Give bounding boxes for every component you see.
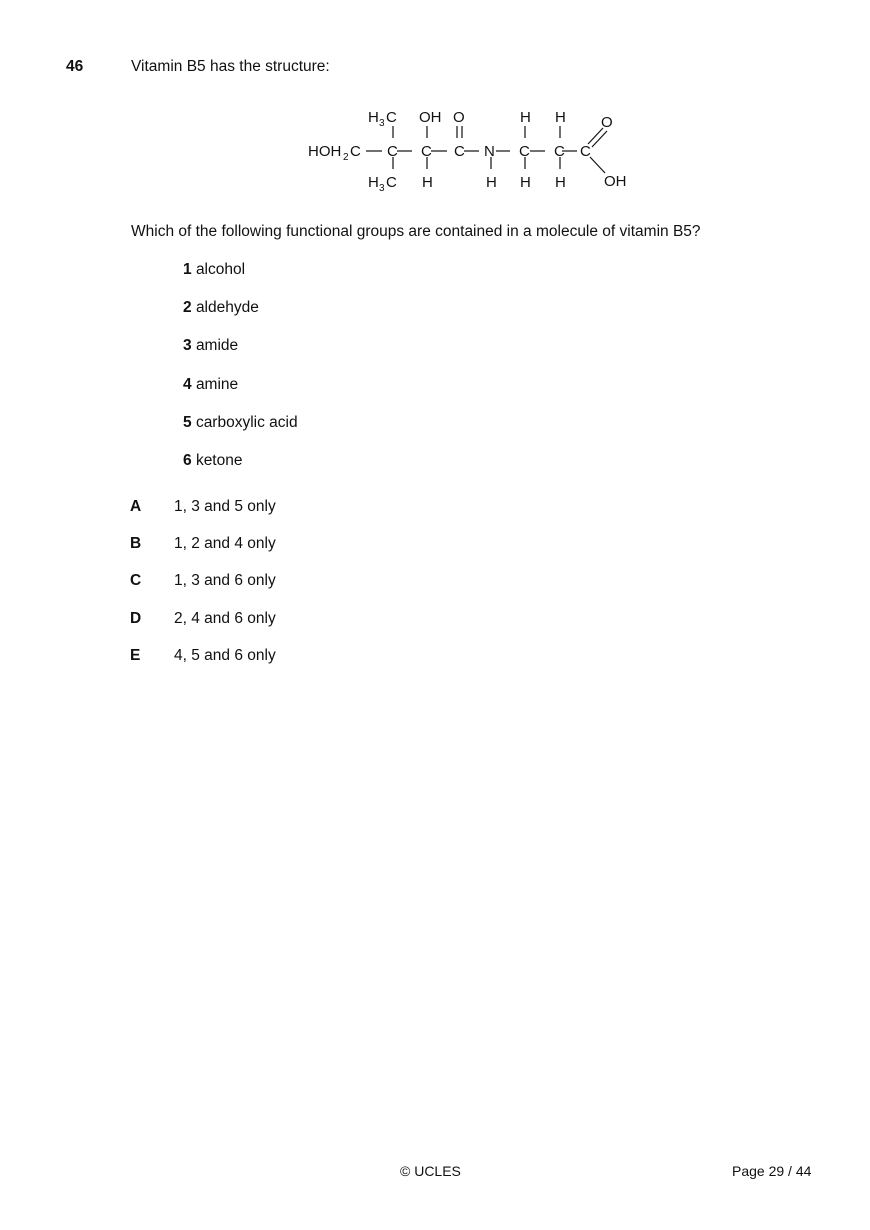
h3c-bot-sub: 3 [379,183,385,194]
question-number: 46 [66,58,84,75]
footer-copyright: © UCLES [400,1163,461,1179]
list-item [183,299,259,317]
option-text: amine [195,376,239,393]
answer-letter-d[interactable]: D [130,610,142,627]
answer-letter-a[interactable]: A [130,498,142,515]
hoh2c-hoh: HOH [308,143,342,160]
oh-acid: OH [604,173,627,190]
answer-text-c[interactable]: 1, 3 and 6 only [174,572,276,589]
question-intro: Vitamin B5 has the structure: [131,58,330,75]
c1: C [387,143,398,160]
hoh2c-sub: 2 [343,152,349,163]
option-text: carboxylic acid [195,414,298,431]
h3c-bot-h: H [368,174,379,191]
c3: C [454,143,465,160]
h3c-top-sub: 3 [379,118,385,129]
list-item [183,376,238,394]
list-item [183,414,298,432]
hoh2c-c: C [350,143,361,160]
h3c-top-h: H [368,109,379,126]
answer-letter-e[interactable]: E [130,647,141,664]
h-bot-2: H [486,174,497,191]
o-top: O [453,109,465,126]
option-number: 2 [183,299,192,316]
h-bot-3: H [520,174,531,191]
vitamin-b5-structure [300,100,640,195]
h-bot-1: H [422,174,433,191]
h3c-bot-c: C [386,174,397,191]
list-item [183,337,238,355]
o-acid: O [601,114,613,131]
c6: C [580,143,591,160]
list-item [183,452,242,470]
c4: C [519,143,530,160]
option-number: 5 [183,414,192,431]
answer-letter-b[interactable]: B [130,535,142,552]
option-number: 4 [183,376,192,393]
answer-text-e[interactable]: 4, 5 and 6 only [174,647,276,664]
h-top-1: H [520,109,531,126]
h3c-top-c: C [386,109,397,126]
option-number: 6 [183,452,192,469]
option-text: aldehyde [195,299,259,316]
oh-top: OH [419,109,442,126]
answer-text-a[interactable]: 1, 3 and 5 only [174,498,276,515]
answer-letter-c[interactable]: C [130,572,142,589]
option-number: 3 [183,337,192,354]
option-text: amide [195,337,239,354]
c2: C [421,143,432,160]
n-atom: N [484,143,495,160]
question-prompt: Which of the following functional groups are contained in a molecule of vitamin B5? [131,223,701,240]
h-top-2: H [555,109,566,126]
option-number: 1 [183,261,192,278]
c5: C [554,143,565,160]
footer-page-number: Page 29 / 44 [732,1163,812,1179]
answer-text-b[interactable]: 1, 2 and 4 only [174,535,276,552]
answer-text-d[interactable]: 2, 4 and 6 only [174,610,276,627]
list-item [183,261,245,279]
h-bot-4: H [555,174,566,191]
option-text: alcohol [195,261,246,278]
option-text: ketone [195,452,243,469]
